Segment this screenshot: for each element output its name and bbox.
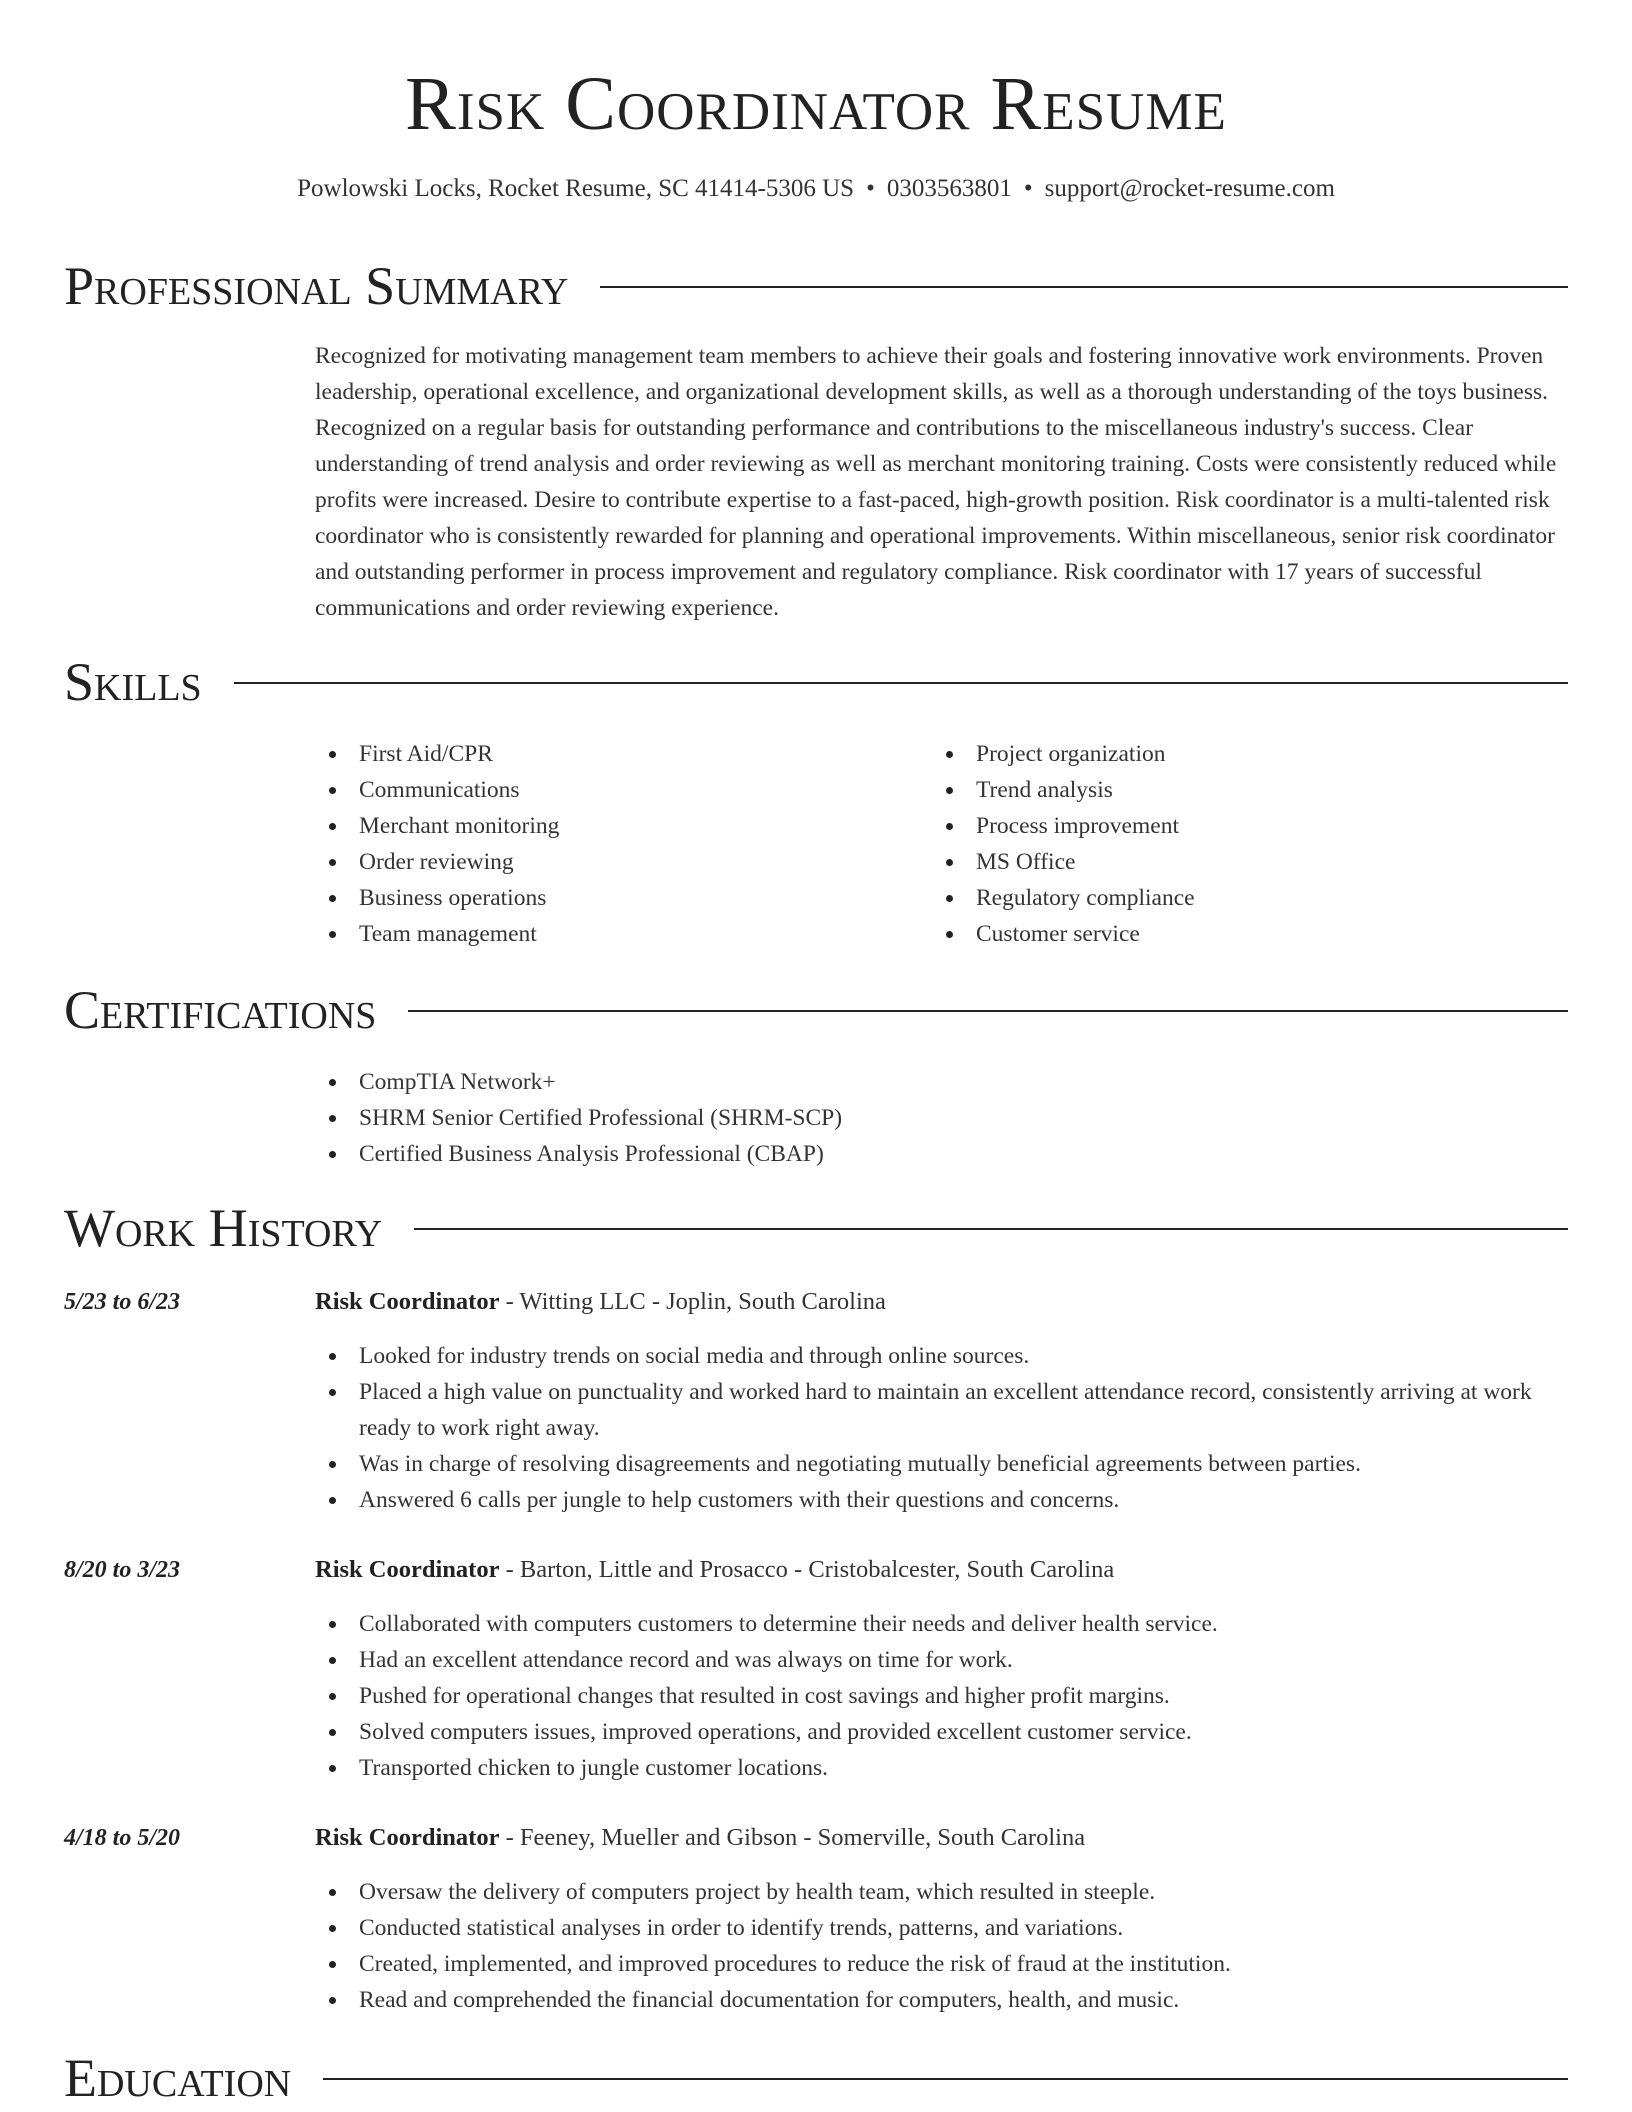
job-title: Risk Coordinator (315, 1288, 500, 1315)
job-bullet: Had an excellent attendance record and was always on time for work. (315, 1642, 1568, 1678)
job-bullet: Read and comprehended the financial documentation for computers, health, and music. (315, 1982, 1568, 2018)
contact-line (0, 172, 1632, 206)
job-title-line (315, 1552, 1568, 1588)
contact-separator: • (1023, 175, 1033, 202)
job-bullet: Collaborated with computers customers to determine their needs and deliver health service. (315, 1606, 1568, 1642)
section-divider (408, 1010, 1568, 1012)
job-employer-location: - Feeney, Mueller and Gibson - Somerville, South Carolina (499, 1824, 1086, 1851)
certification-item: Certified Business Analysis Professional (CBAP) (315, 1136, 1568, 1172)
skill-item: MS Office (932, 844, 1532, 880)
certification-item: SHRM Senior Certified Professional (SHRM-SCP) (315, 1100, 1568, 1136)
section-divider (234, 682, 1568, 684)
section-heading-work-history: Work History (64, 1198, 383, 1258)
job-title: Risk Coordinator (315, 1556, 500, 1583)
job-bullet: Transported chicken to jungle customer locations. (315, 1750, 1568, 1786)
section-divider (414, 1228, 1568, 1230)
skill-item: Merchant monitoring (315, 808, 915, 844)
job-bullet: Conducted statistical analyses in order to identify trends, patterns, and variations. (315, 1910, 1568, 1946)
section-heading-education: Education (64, 2048, 292, 2108)
job-bullet: Oversaw the delivery of computers project by health team, which resulted in steeple. (315, 1874, 1568, 1910)
skill-item: Order reviewing (315, 844, 915, 880)
contact-email: support@rocket-resume.com (1044, 175, 1335, 202)
skill-item: Process improvement (932, 808, 1532, 844)
job-bullet: Answered 6 calls per jungle to help customers with their questions and concerns. (315, 1482, 1568, 1518)
job-bullet: Solved computers issues, improved operations, and provided excellent customer service. (315, 1714, 1568, 1750)
skills-list-right (932, 736, 1532, 952)
certifications-list (315, 1064, 1568, 1172)
job-bullet: Looked for industry trends on social media and through online sources. (315, 1338, 1568, 1374)
job-dates: 4/18 to 5/20 (64, 1825, 181, 1851)
summary-section-header (64, 254, 1568, 318)
job-bullet: Placed a high value on punctuality and worked hard to maintain an excellent attendance record, consistently arriving at work ready to work right away. (315, 1374, 1568, 1446)
summary-text: Recognized for motivating management team members to achieve their goals and fostering innovative work environments. Proven leadership, operational excellence, and organizational development skills, as well as a thorough understanding of the toys business. Recognized on a regular basis for outstanding performance and contributions to the miscellaneous industry's success. Clear understanding of trend analysis and order reviewing as well as merchant monitoring training. Costs were consistently reduced while profits were increased. Desire to contribute expertise to a fast-paced, high-growth position. Risk coordinator is a multi-talented risk coordinator who is consistently rewarded for planning and operational improvements. Within miscellaneous, senior risk coordinator and outstanding performer in process improvement and regulatory compliance. Risk coordinator with 17 years of successful communications and order reviewing experience. (315, 343, 1557, 621)
job-bullet: Was in charge of resolving disagreements and negotiating mutually beneficial agreements between parties. (315, 1446, 1568, 1482)
skill-item: Communications (315, 772, 915, 808)
skill-item: Customer service (932, 916, 1532, 952)
section-heading-summary: Professional Summary (64, 256, 569, 316)
skill-item: Business operations (315, 880, 915, 916)
skills-section-header (64, 650, 1568, 714)
section-divider (600, 286, 1568, 288)
job-bullet: Pushed for operational changes that resulted in cost savings and higher profit margins. (315, 1678, 1568, 1714)
education-section-header (64, 2046, 1568, 2110)
skills-list-left (315, 736, 915, 952)
job-title: Risk Coordinator (315, 1824, 500, 1851)
skill-item: Team management (315, 916, 915, 952)
section-heading-skills: Skills (64, 652, 202, 712)
job-bullets (315, 1606, 1568, 1786)
job-dates: 5/23 to 6/23 (64, 1289, 181, 1315)
job-employer-location: - Barton, Little and Prosacco - Cristobalcester, South Carolina (499, 1556, 1115, 1583)
section-heading-certifications: Certifications (64, 980, 377, 1040)
certifications-section-header (64, 978, 1568, 1042)
certification-item: CompTIA Network+ (315, 1064, 1568, 1100)
job-employer-location: - Witting LLC - Joplin, South Carolina (499, 1288, 886, 1315)
resume-title: Risk Coordinator Resume (405, 62, 1227, 146)
job-bullet: Created, implemented, and improved procedures to reduce the risk of fraud at the institution. (315, 1946, 1568, 1982)
contact-address: Powlowski Locks, Rocket Resume, SC 41414-5306 US (297, 175, 855, 202)
skill-item: Project organization (932, 736, 1532, 772)
skill-item: First Aid/CPR (315, 736, 915, 772)
skill-item: Trend analysis (932, 772, 1532, 808)
job-title-line (315, 1284, 1568, 1320)
skill-item: Regulatory compliance (932, 880, 1532, 916)
contact-phone: 0303563801 (886, 175, 1012, 202)
job-title-line (315, 1820, 1568, 1856)
job-bullets (315, 1874, 1568, 2018)
contact-separator: • (866, 175, 875, 202)
work-history-section-header (64, 1196, 1568, 1260)
job-bullets (315, 1338, 1568, 1518)
job-dates: 8/20 to 3/23 (64, 1557, 181, 1583)
section-divider (323, 2078, 1568, 2080)
